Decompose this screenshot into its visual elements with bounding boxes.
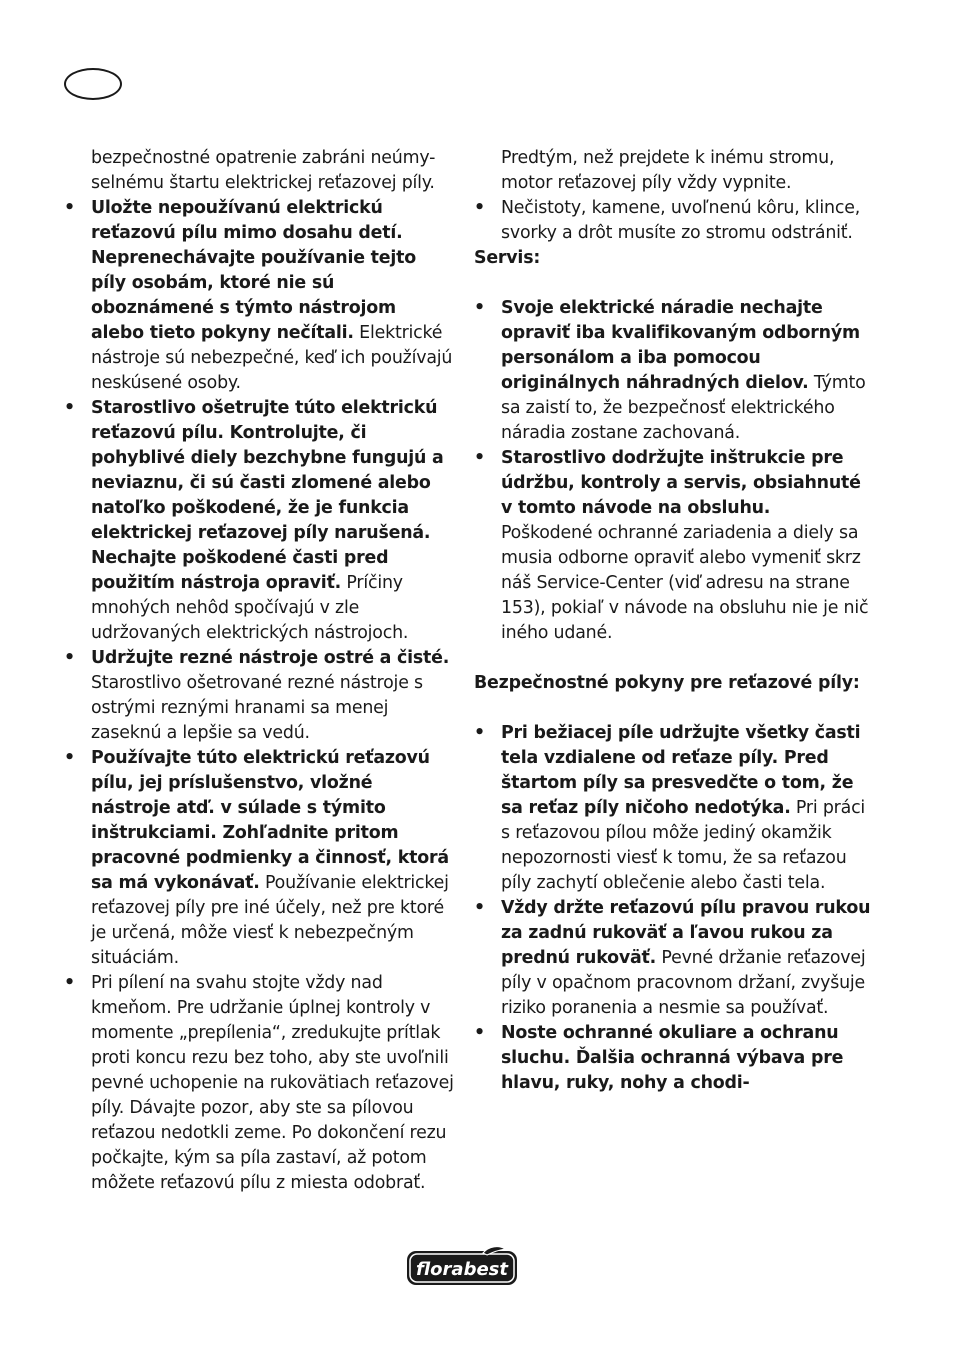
bullet-item xyxy=(64,396,454,646)
bullet-item xyxy=(64,646,454,746)
bullet-text: Pri práci s reťazovou pílou môže jediný okamžik nepozornosti viesť k tomu, že sa reťazou píly zachytí oblečenie alebo časti tela. xyxy=(501,798,866,893)
bullet-bold-text: Pri bežiacej píle udržujte všetky časti tela vzdialene od reťaze píly. Pred štartom píly sa presvedčte o tom, že sa reťaz píly ničoho nedotýka. xyxy=(501,723,861,818)
bullet-bold-text: Udržujte rezné nástroje ostré a čisté. xyxy=(91,648,450,668)
bullet-text: Príčiny mnohých nehôd spočívajú v zle udržovaných elektrických nástrojoch. xyxy=(91,573,409,643)
bullet-icon: • xyxy=(64,398,75,418)
bullet-item xyxy=(64,971,454,1196)
bullet-icon: • xyxy=(474,898,485,918)
bullet-text: Poškodené ochranné zariadenia a diely sa musia odborne opraviť alebo vymeniť skrz náš Service-Center (viď adresu na strane 153), pokiaľ v návode na obsluhu nie je nič iného udané. xyxy=(501,523,869,643)
bullet-text: Pevné držanie reťazovej píly v opačnom pracovnom držaní, zvyšuje riziko poranenia a nesmie sa používať. xyxy=(501,948,866,1018)
bullet-icon: • xyxy=(474,298,485,318)
florabest-logo xyxy=(405,1246,519,1288)
bullet-bold-text: Starostlivo dodržujte inštrukcie pre údržbu, kontroly a servis, obsiahnuté v tomto návode na obsluhu. xyxy=(501,448,861,518)
bullet-text: Elektrické nástroje sú nebezpečné, keď ich používajú neskúsené osoby. xyxy=(91,323,453,393)
bullet-item xyxy=(474,721,874,896)
intro-text: bezpečnostné opatrenie zabráni neúmy-selnému štartu elektrickej reťazovej píly. xyxy=(91,148,436,193)
bullet-text: Týmto sa zaistí to, že bezpečnosť elektrického náradia zostane zachovaná. xyxy=(501,373,866,443)
bullet-icon: • xyxy=(474,1023,485,1043)
bullet-item xyxy=(64,746,454,971)
bullet-bold-text: Svoje elektrické náradie nechajte opraviť iba kvalifikovaným odborným personálom a iba pomocou originálnych náhradných dielov. xyxy=(501,298,860,393)
bullet-bold-text: Starostlivo ošetrujte túto elektrickú reťazovú pílu. Kontrolujte, či pohyblivé diely bezchybne fungujú a neviaznu, či sú časti zlomené alebo natoľko poškodené, že je funkcia elektrickej reťazovej píly narušená. Nechajte poškodené časti pred použitím nástroja opraviť. xyxy=(91,398,444,593)
bullet-item xyxy=(474,296,874,446)
section-heading-service: Servis: xyxy=(474,248,541,268)
bullet-text: Nečistoty, kamene, uvoľnenú kôru, klince, svorky a drôt musíte zo stromu odstrániť. xyxy=(501,198,861,243)
bullet-icon: • xyxy=(474,448,485,468)
bullet-item xyxy=(474,196,874,246)
bullet-text: Starostlivo ošetrované rezné nástroje s ostrými reznými hranami sa menej zaseknú a lepšie sa vedú. xyxy=(91,673,423,743)
bullet-text: Pri pílení na svahu stojte vždy nad kmeňom. Pre udržanie úplnej kontroly v momente „prepílenia“, zredukujte prítlak proti koncu rezu bez toho, aby ste uvoľnili pevné uchopenie na rukovätiach reťazovej píly. Dávajte pozor, aby ste sa pílovou reťazou nedotkli zeme. Po dokončení rezu počkajte, kým sa píla zastaví, až potom môžete reťazovú pílu z miesta odobrať. xyxy=(91,973,454,1193)
bullet-item xyxy=(64,196,454,396)
language-badge-oval xyxy=(64,68,122,100)
bullet-icon: • xyxy=(64,648,75,668)
left-column xyxy=(64,146,454,1196)
bullet-bold-text: Noste ochranné okuliare a ochranu sluchu. Ďalšia ochranná výbava pre hlavu, ruky, nohy a chodi- xyxy=(501,1023,844,1093)
intro-text: Predtým, než prejdete k inému stromu, motor reťazovej píly vždy vypnite. xyxy=(501,148,835,193)
logo-text: florabest xyxy=(416,1259,508,1280)
bullet-item xyxy=(474,896,874,1021)
bullet-bold-text: Používajte túto elektrickú reťazovú pílu, jej príslušenstvo, vložné nástroje atď. v súlade s týmito inštrukciami. Zohľadnite pritom pracovné podmienky a činnosť, ktorá sa má vykonávať. xyxy=(91,748,449,893)
bullet-icon: • xyxy=(64,748,75,768)
right-column xyxy=(474,146,874,1096)
section-heading-safety: Bezpečnostné pokyny pre reťazové píly: xyxy=(474,673,860,693)
bullet-icon: • xyxy=(474,723,485,743)
bullet-item xyxy=(474,1021,874,1096)
bullet-bold-text: Vždy držte reťazovú pílu pravou rukou za zadnú rukoväť a ľavou rukou za prednú rukoväť. xyxy=(501,898,871,968)
bullet-icon: • xyxy=(474,198,485,218)
bullet-item xyxy=(474,446,874,646)
bullet-icon: • xyxy=(64,198,75,218)
bullet-icon: • xyxy=(64,973,75,993)
bullet-bold-text: Uložte nepoužívanú elektrickú reťazovú pílu mimo dosahu detí. Neprenechávajte používanie tejto píly osobám, ktoré nie sú oboznámené s týmto nástrojom alebo tieto pokyny nečítali. xyxy=(91,198,417,343)
bullet-text: Používanie elektrickej reťazovej píly pre iné účely, než pre ktoré je určená, môže viesť k nebezpečným situáciám. xyxy=(91,873,449,968)
